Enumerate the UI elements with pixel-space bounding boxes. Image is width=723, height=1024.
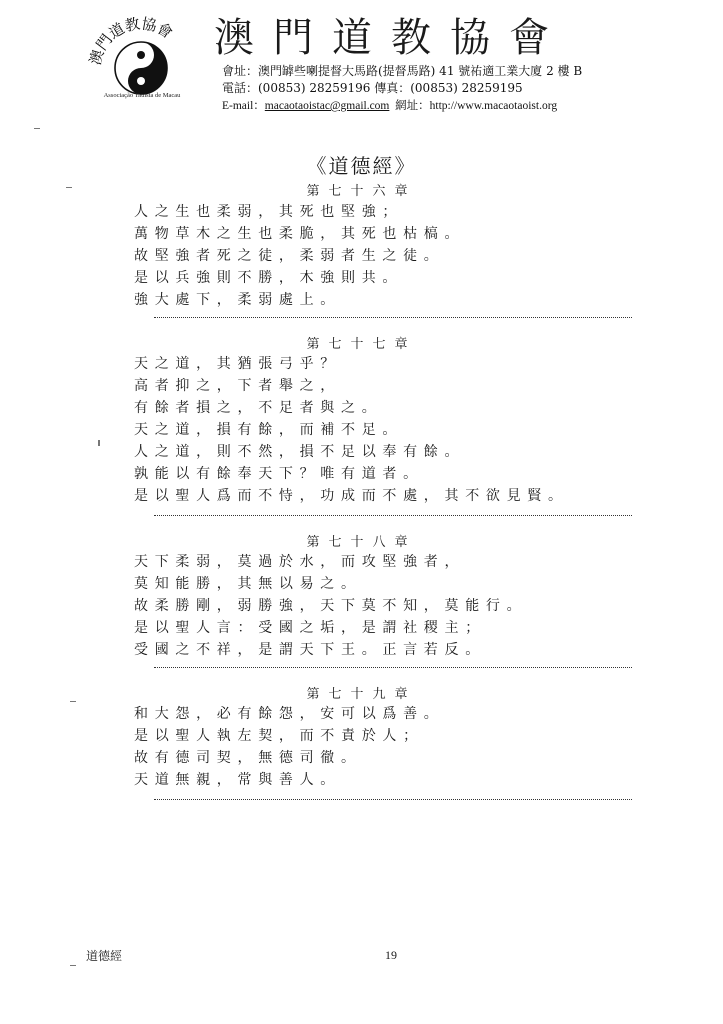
email-label: E-mail： [222,100,265,112]
verse-line: 人之道，則不然，損不足以奉有餘。 [134,444,466,460]
verse-line: 強大處下，柔弱處上。 [134,292,341,308]
verse-line: 是以聖人言：受國之垢，是謂社稷主； [134,620,486,636]
phone-fax: 電話：(00853) 28259196 傳真：(00853) 28259195 [222,81,523,95]
scan-mark [98,440,100,446]
verse-line: 高者抑之，下者舉之， [134,378,341,394]
book-title: 《道德經》 [306,154,417,178]
section-divider [154,667,632,668]
verse-line: 天道無親，常與善人。 [134,772,341,788]
page-number: 19 [385,948,397,962]
verse-line: 是以聖人爲而不恃，功成而不處，其不欲見賢。 [134,488,569,504]
chapter-title: 第七十六章 [306,184,417,199]
logo-ring-text: 澳門道教協會 [86,14,176,67]
verse-line: 是以聖人執左契，而不責於人； [134,728,424,744]
section-divider [154,317,632,318]
address: 會址：澳門罅些喇提督大馬路(提督馬路) 41 號祐適工業大廈 2 樓 B [222,64,583,78]
yin-yang-icon [115,42,167,94]
verse-line: 孰能以有餘奉天下？唯有道者。 [134,466,424,482]
organization-title: 澳門道教協會 [214,15,568,61]
logo-caption: Associação Tauista de Macau [103,92,181,99]
verse-line: 故有德司契，無德司徹。 [134,750,362,766]
scan-mark [70,965,76,966]
footer-book-name: 道德經 [86,949,123,963]
verse-line: 是以兵強則不勝，木強則共。 [134,270,404,286]
chapter-title: 第七十九章 [306,687,417,702]
verse-line: 天之道，損有餘，而補不足。 [134,422,404,438]
verse-line: 莫知能勝，其無以易之。 [134,576,362,592]
verse-line: 故柔勝剛，弱勝強，天下莫不知，莫能行。 [134,598,528,614]
verse-line: 有餘者損之，不足者與之。 [134,400,383,416]
verse-line: 天之道，其猶張弓乎？ [134,356,341,372]
chapter-title: 第七十七章 [306,337,417,352]
chapter-title: 第七十八章 [306,535,417,550]
scan-mark [70,701,76,702]
website[interactable]: 網址：http://www.macaotaoist.org [395,100,558,112]
verse-line: 受國之不祥，是謂天下王。正言若反。 [134,642,486,658]
section-divider [154,515,632,516]
scan-mark [34,128,40,129]
verse-line: 萬物草木之生也柔脆，其死也枯槁。 [134,226,466,242]
verse-line: 天下柔弱，莫過於水，而攻堅強者， [134,554,466,570]
scan-mark [66,187,72,188]
email-website [222,99,557,114]
verse-line: 和大怨，必有餘怨，安可以爲善。 [134,706,445,722]
email-link[interactable]: macaotaoistac@gmail.com [264,100,390,112]
verse-line: 人之生也柔弱，其死也堅強； [134,204,404,220]
verse-line: 故堅強者死之徒，柔弱者生之徒。 [134,248,445,264]
section-divider [154,799,632,800]
